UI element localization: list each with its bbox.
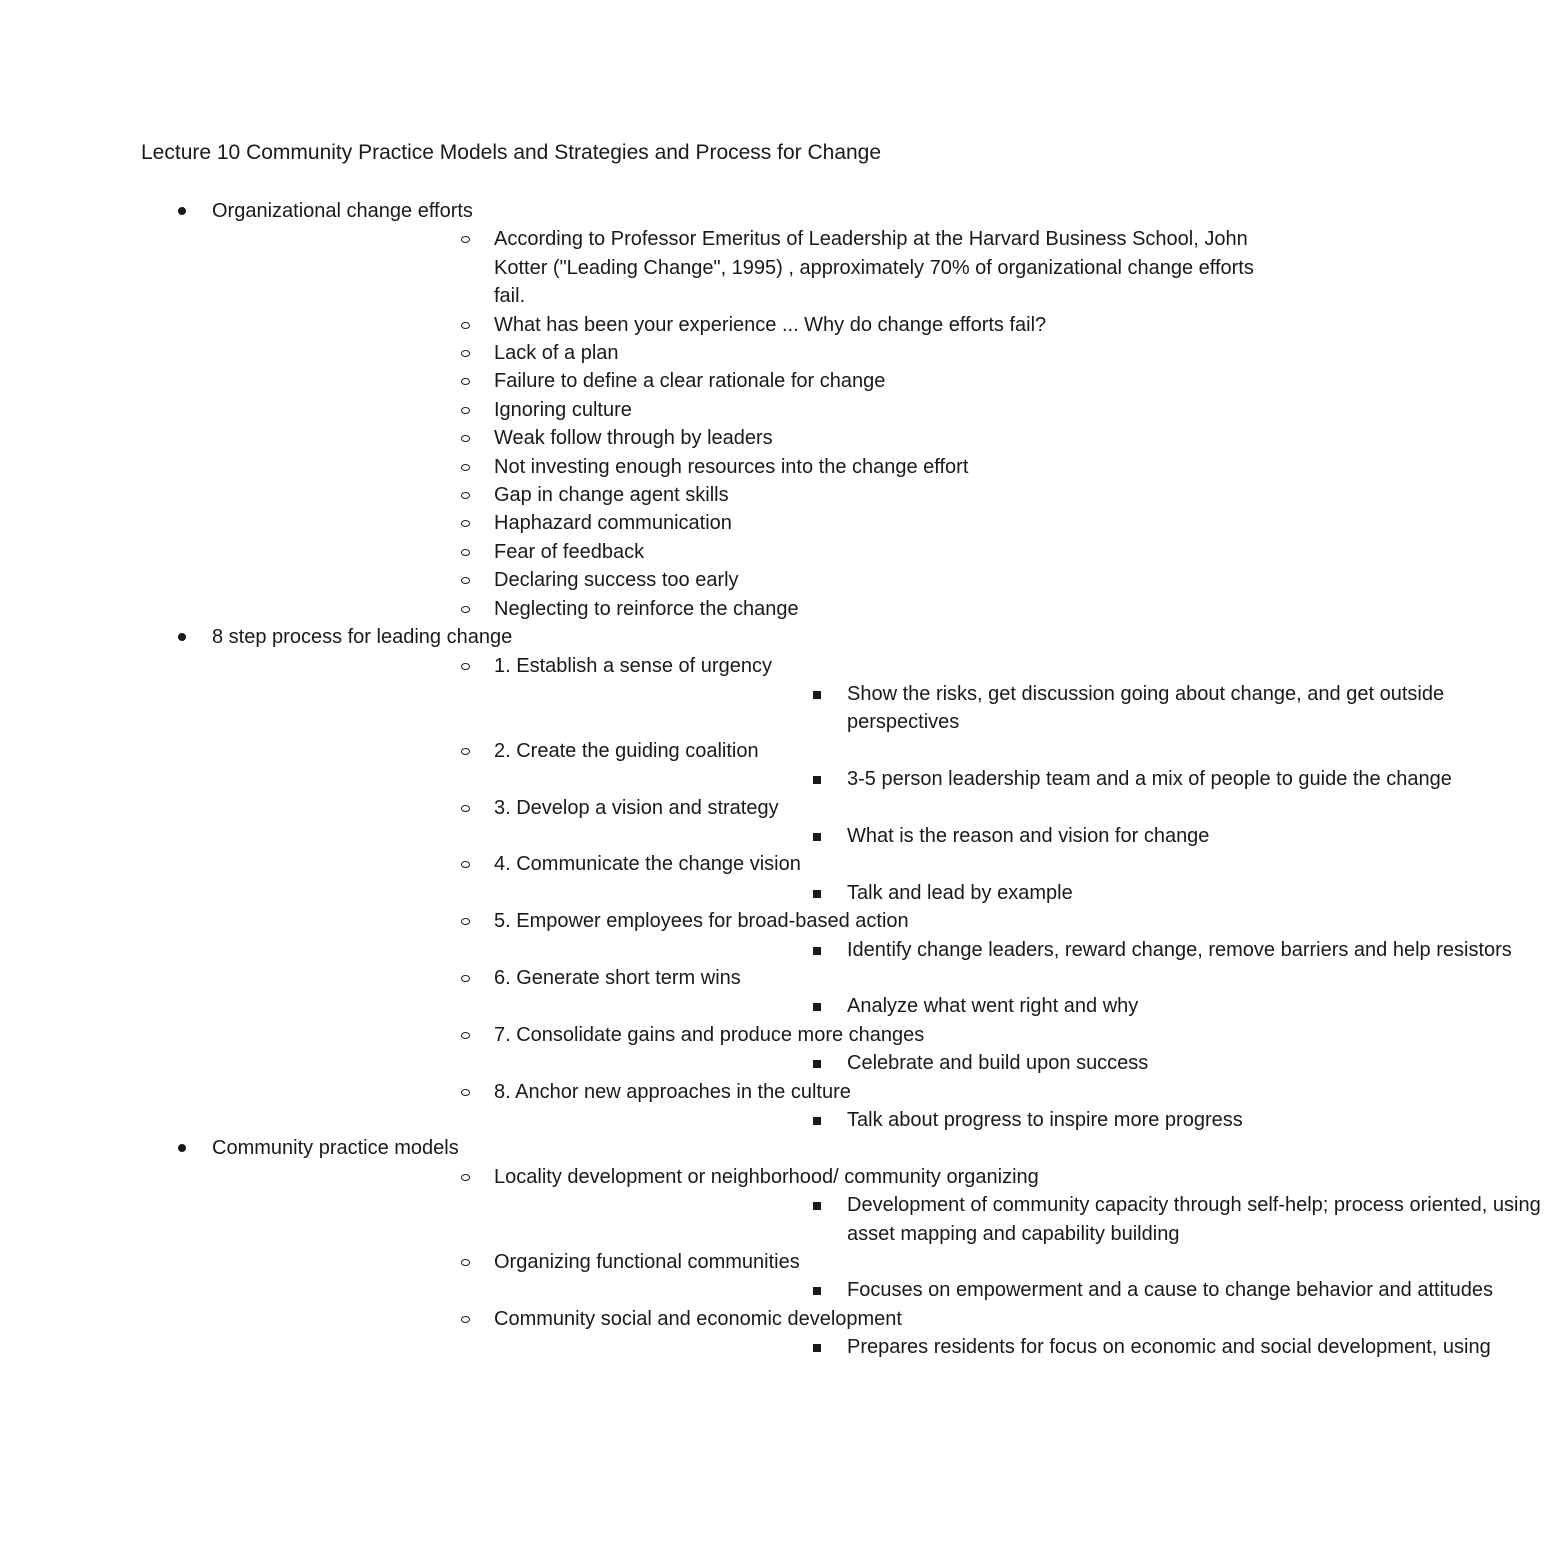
hollow-circle-bullet-icon (461, 805, 470, 812)
list-item-text: Weak follow through by leaders (494, 427, 773, 450)
hollow-circle-bullet-icon (461, 350, 470, 357)
list-item-text: Gap in change agent skills (494, 484, 729, 507)
list-item (212, 652, 1445, 737)
list-item (212, 509, 1200, 537)
list-item-text: Not investing enough resources into the change effort (494, 455, 969, 478)
sub-items (494, 1106, 1243, 1134)
lecture-outline (0, 197, 1541, 1362)
list-item-text: 8. Anchor new approaches in the culture (494, 1080, 851, 1103)
hollow-circle-bullet-icon (461, 918, 470, 925)
hollow-circle-bullet-icon (461, 1089, 470, 1096)
filled-circle-bullet-icon (178, 207, 186, 215)
sub-items (494, 992, 1200, 1020)
list-item-text: Ignoring culture (494, 398, 632, 421)
square-bullet-icon (813, 1117, 821, 1125)
list-item-text: 1. Establish a sense of urgency (494, 654, 772, 677)
list-item-text: According to Professor Emeritus of Leadership at the Harvard Business School, John Kotter ("Leading Change", 1995) , approximately 70% of organizational change efforts fail. (494, 228, 1254, 308)
list-item (212, 481, 1200, 509)
hollow-circle-bullet-icon (461, 1316, 470, 1323)
list-item (212, 453, 1200, 481)
list-item (212, 538, 1200, 566)
list-item-text: 7. Consolidate gains and produce more changes (494, 1023, 925, 1046)
section-heading: Community practice models (212, 1137, 459, 1160)
list-item (212, 850, 1200, 907)
sub-item-text: Identify change leaders, reward change, remove barriers and help resistors (847, 938, 1512, 961)
filled-circle-bullet-icon (178, 633, 186, 641)
list-item-text: 3. Develop a vision and strategy (494, 796, 779, 819)
hollow-circle-bullet-icon (461, 492, 470, 499)
sub-item-text: Show the risks, get discussion going about change, and get outside perspectives (847, 682, 1445, 734)
list-item (212, 595, 1200, 623)
hollow-circle-bullet-icon (461, 520, 470, 527)
list-item (212, 339, 1200, 367)
hollow-circle-bullet-icon (461, 1174, 470, 1181)
list-item-text: Organizing functional communities (494, 1251, 800, 1274)
list-item-text: 6. Generate short term wins (494, 966, 741, 989)
hollow-circle-bullet-icon (461, 435, 470, 442)
hollow-circle-bullet-icon (461, 663, 470, 670)
square-bullet-icon (813, 890, 821, 898)
square-bullet-icon (813, 1003, 821, 1011)
list-item-text: What has been your experience ... Why do change efforts fail? (494, 313, 1047, 336)
sub-items (494, 936, 1512, 964)
hollow-circle-bullet-icon (461, 1032, 470, 1039)
list-item-text: Community social and economic development (494, 1307, 902, 1330)
sub-items (494, 822, 1210, 850)
sub-items (494, 765, 1452, 793)
hollow-circle-bullet-icon (461, 549, 470, 556)
hollow-circle-bullet-icon (461, 1259, 470, 1266)
list-item-text: 4. Communicate the change vision (494, 853, 801, 876)
square-bullet-icon (813, 1287, 821, 1295)
square-bullet-icon (813, 947, 821, 955)
list-item (212, 1248, 1493, 1305)
sub-item-text: Prepares residents for focus on economic and social development, using (847, 1336, 1491, 1359)
list-item (212, 737, 1452, 794)
list-item-text: 2. Create the guiding coalition (494, 739, 759, 762)
filled-circle-bullet-icon (178, 1144, 186, 1152)
outline-list (0, 197, 1541, 1362)
outline-section (0, 197, 1254, 623)
sub-items (494, 1191, 1541, 1248)
list-item (212, 794, 1210, 851)
sub-item (494, 1333, 1491, 1361)
section-items (212, 652, 1512, 1135)
sub-item (494, 879, 1200, 907)
sub-item-text: Focuses on empowerment and a cause to change behavior and attitudes (847, 1279, 1493, 1302)
list-item-text: Fear of feedback (494, 540, 645, 563)
square-bullet-icon (813, 833, 821, 841)
sub-item-text: 3-5 person leadership team and a mix of people to guide the change (847, 768, 1452, 791)
sub-item (494, 680, 1445, 737)
list-item-text: 5. Empower employees for broad-based action (494, 910, 909, 933)
section-items (212, 225, 1254, 623)
hollow-circle-bullet-icon (461, 606, 470, 613)
sub-item-text: What is the reason and vision for change (847, 824, 1210, 847)
list-item (212, 1305, 1491, 1362)
square-bullet-icon (813, 691, 821, 699)
sub-item (494, 1276, 1493, 1304)
sub-item-text: Talk about progress to inspire more progress (847, 1109, 1243, 1131)
sub-item (494, 936, 1512, 964)
sub-item (494, 822, 1210, 850)
list-item (212, 367, 1200, 395)
list-item (212, 1021, 1200, 1078)
sub-items (494, 1049, 1200, 1077)
list-item (212, 1163, 1541, 1248)
list-item (212, 311, 1200, 339)
square-bullet-icon (813, 776, 821, 784)
hollow-circle-bullet-icon (461, 464, 470, 471)
sub-item-text: Celebrate and build upon success (847, 1052, 1149, 1075)
list-item (212, 1078, 1243, 1135)
outline-section (0, 1134, 1541, 1361)
section-heading: 8 step process for leading change (212, 626, 513, 649)
sub-items (494, 879, 1200, 907)
list-item (212, 225, 1254, 310)
list-item-text: Lack of a plan (494, 342, 619, 365)
hollow-circle-bullet-icon (461, 236, 470, 243)
hollow-circle-bullet-icon (461, 975, 470, 982)
hollow-circle-bullet-icon (461, 378, 470, 385)
list-item (212, 424, 1200, 452)
sub-item (494, 992, 1200, 1020)
sub-item-text: Development of community capacity through self-help; process oriented, using asset mapping and capability building (847, 1194, 1541, 1245)
list-item (212, 964, 1200, 1021)
sub-items (494, 1276, 1493, 1304)
list-item-text: Haphazard communication (494, 512, 732, 535)
list-item (212, 396, 1200, 424)
sub-item (494, 1106, 1243, 1134)
square-bullet-icon (813, 1202, 821, 1210)
list-item-text: Neglecting to reinforce the change (494, 597, 799, 620)
hollow-circle-bullet-icon (461, 407, 470, 414)
sub-items (494, 1333, 1491, 1361)
sub-items (494, 680, 1445, 737)
list-item-text: Declaring success too early (494, 569, 739, 592)
list-item (212, 566, 1200, 594)
sub-item (494, 1049, 1200, 1077)
list-item-text: Failure to define a clear rationale for change (494, 370, 886, 393)
hollow-circle-bullet-icon (461, 861, 470, 868)
list-item-text: Locality development or neighborhood/ community organizing (494, 1165, 1039, 1188)
square-bullet-icon (813, 1060, 821, 1068)
section-items (212, 1163, 1541, 1362)
hollow-circle-bullet-icon (461, 748, 470, 755)
sub-item (494, 765, 1452, 793)
page-title: Lecture 10 Community Practice Models and Strategies and Process for Change (141, 141, 882, 164)
sub-item-text: Analyze what went right and why (847, 995, 1139, 1018)
hollow-circle-bullet-icon (461, 577, 470, 584)
outline-section (0, 623, 1512, 1134)
square-bullet-icon (813, 1344, 821, 1352)
sub-item-text: Talk and lead by example (847, 881, 1073, 904)
list-item (212, 907, 1512, 964)
sub-item (494, 1191, 1541, 1248)
hollow-circle-bullet-icon (461, 322, 470, 329)
section-heading: Organizational change efforts (212, 200, 473, 222)
